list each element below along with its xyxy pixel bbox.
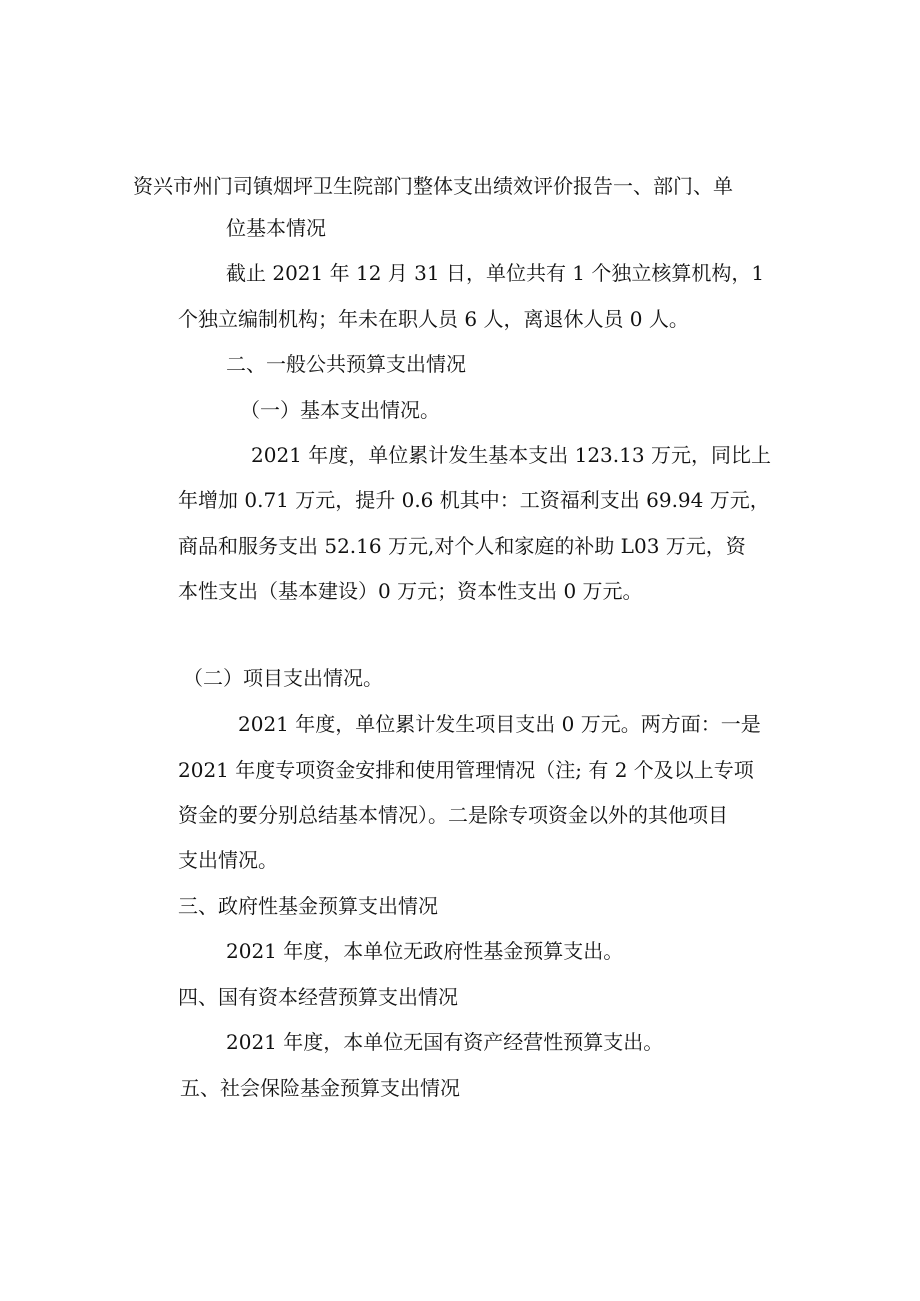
section2-heading: 二、一般公共预算支出情况 bbox=[226, 352, 466, 376]
section1-line-1: 截止 2021 年 12 月 31 日，单位共有 1 个独立核算机构，1 bbox=[226, 261, 765, 285]
section1-line-2: 个独立编制机构；年未在职人员 6 人，离退休人员 0 人。 bbox=[178, 307, 689, 331]
section2-sub1-line-4: 本性支出（基本建设）0 万元；资本性支出 0 万元。 bbox=[178, 579, 643, 603]
section2-sub2-line-3: 资金的要分别总结基本情况）。二是除专项资金以外的其他项目 bbox=[178, 803, 728, 827]
section2-sub1-line-2: 年增加 0.71 万元，提升 0.6 机其中：工资福利支出 69.94 万元， bbox=[178, 488, 770, 512]
section3-body: 2021 年度，本单位无政府性基金预算支出。 bbox=[226, 939, 624, 963]
section5-heading: 五、社会保险基金预算支出情况 bbox=[180, 1076, 460, 1100]
section2-sub1-line-3: 商品和服务支出 52.16 万元,对个人和家庭的补助 L03 万元，资 bbox=[178, 534, 746, 558]
section2-sub2-line-2: 2021 年度专项资金安排和使用管理情况（注; 有 2 个及以上专项 bbox=[178, 758, 754, 782]
section2-sub2-line-1: 2021 年度，单位累计发生项目支出 0 万元。两方面：一是 bbox=[238, 712, 761, 736]
section2-sub1-heading: （一）基本支出情况。 bbox=[240, 398, 440, 422]
section2-sub2-line-4: 支出情况。 bbox=[178, 848, 278, 872]
document-title-line-2: 位基本情况 bbox=[226, 216, 326, 240]
section4-body: 2021 年度，本单位无国有资产经营性预算支出。 bbox=[226, 1030, 664, 1054]
section3-heading: 三、政府性基金预算支出情况 bbox=[178, 894, 438, 918]
section2-sub2-heading: （二）项目支出情况。 bbox=[183, 666, 383, 690]
section4-heading: 四、国有资本经营预算支出情况 bbox=[178, 985, 458, 1009]
document-title-line-1: 资兴市州门司镇烟坪卫生院部门整体支出绩效评价报告一、部门、单 bbox=[133, 174, 733, 198]
section2-sub1-line-1: 2021 年度，单位累计发生基本支出 123.13 万元，同比上 bbox=[251, 443, 771, 467]
